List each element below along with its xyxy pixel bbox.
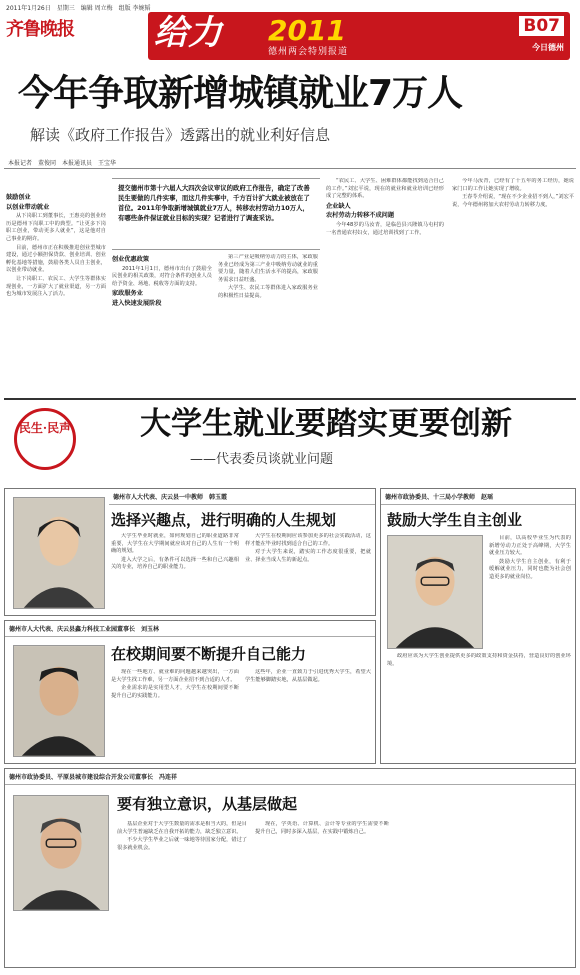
paragraph: 鼓励大学生自主创业，有利于缓解就业压力，同时也能为社会创造更多的就业岗位。 (489, 558, 571, 580)
interview-text (387, 653, 571, 759)
article-column-1 (6, 192, 106, 394)
paragraph: 今年马汝青，已经有了十五年的务工经历，她说家门口的工作让她实现了增收。 (452, 178, 574, 192)
interview-text (255, 821, 389, 961)
subhead: 以创业带动就业 (6, 203, 50, 211)
paragraph: “农民工、大学生、困难群体都能找到适合自己的工作。”刘宏平说，现在的就业和就业培训已经形成了完整的体系。 (326, 178, 444, 200)
masthead-logo: 齐鲁晚报 (6, 19, 74, 40)
interview-title: 鼓励大学生自主创业 (387, 511, 523, 529)
section-subhead: ——代表委员谈就业问题 (190, 452, 334, 467)
main-subhead: 解读《政府工作报告》透露出的就业利好信息 (30, 126, 331, 144)
subhead: 鼓励创业 (6, 194, 31, 201)
interview-text (245, 533, 371, 613)
portrait-photo (13, 795, 109, 911)
interview-box-4 (4, 768, 576, 968)
paragraph: 让下岗职工、农民工、大学生等群体实现创业，一方面扩大了就业渠道，另一方面也为城市发展注入了活力。 (6, 275, 106, 298)
paragraph: 企业需求的是实用型人才，大学生在校期间要不断提升自己的实践能力。 (111, 685, 239, 699)
subhead: 创业优惠政策 (112, 256, 150, 263)
portrait-photo (13, 645, 105, 757)
paragraph: 对于大学生来说，踏实的工作态度很重要，把就业、择业当成人生的新起点。 (245, 549, 371, 563)
seal-logo: 民生·民声 (14, 408, 76, 470)
subhead: 进入快速发展阶段 (112, 299, 162, 307)
divider (4, 168, 576, 169)
interview-text (111, 669, 239, 759)
subhead: 家政服务业 (112, 290, 143, 298)
banner-word: 给力 (154, 13, 222, 53)
interview-title: 在校期间要不断提升自己能力 (111, 645, 307, 663)
subhead: 企业缺人 (326, 202, 351, 210)
article-column-4 (326, 178, 444, 394)
paragraph: 大学生、农民工等群体进入家政服务业的积极性日益提高。 (218, 285, 318, 299)
paragraph: 王春苓介绍说，“现在不少企业招不到人，”刘宏平说，今年德州将加大农村劳动力转移力度。 (452, 194, 574, 208)
paragraph: 2011年1月1日，德州市出台了鼓励全民创业的相关政策，对符合条件的创业人员给予资金、场地、税收等方面的支持。 (112, 265, 212, 287)
byline: 本报记者 董俊同 本报通讯员 王宝华 (8, 160, 117, 167)
interview-title: 要有独立意识，从基层做起 (117, 795, 298, 813)
article-column-5 (452, 178, 574, 394)
portrait-photo (387, 535, 483, 649)
banner (148, 12, 570, 60)
section-tag: 今日德州 (532, 43, 564, 52)
paragraph: 现在，学英语、计算机、会计等专业的学生需要不断提升自己，同时多深入基层，在实践中锻炼自己。 (255, 821, 389, 835)
banner-subtitle: 德州两会特别报道 (268, 47, 349, 57)
speaker-credit: 德州市人大代表、庆云县一中教师 韩玉霞 (109, 489, 375, 505)
interview-title: 选择兴趣点，进行明确的人生规划 (111, 511, 337, 529)
portrait-photo (13, 497, 105, 609)
paragraph: 大学生毕业时就业，如何规划自己的职业道路非常重要，大学生在大学期间就应该对自己的人生有一个明确的规划。 (111, 533, 239, 555)
interview-text (489, 535, 571, 649)
page-number: B07 (519, 16, 564, 36)
section-headline: 大学生就业要踏实更要创新 (140, 406, 512, 442)
paragraph: 政府应该为大学生创业提供更多的政策支持和资金扶持，营造良好的创业环境。 (387, 653, 571, 667)
paragraph: 大学生在校期间应该参加更多的社会实践活动，这样才能在毕业时找到适合自己的工作。 (245, 533, 371, 547)
article-column-3 (218, 254, 318, 394)
article-column-2 (112, 254, 212, 394)
paragraph: 目前，以高校毕业生为代表的新增劳动力正处于高峰期，大学生就业压力较大。 (489, 535, 571, 557)
dateline: 2011年1月26日 星期三 编辑 周立梅 组版 李婉韬 (6, 5, 151, 12)
paragraph: 进入大学之后，有条件可以选择一些和自己兴趣相关的专业，培养自己的职业能力。 (111, 556, 239, 571)
paragraph: 今年48岁的马汝青，是临邑县兴隆镇马屯村的一名普通农村妇女，通过培训找到了工作。 (326, 221, 444, 236)
interview-box-2 (380, 488, 576, 764)
interview-box-3 (4, 620, 376, 764)
interview-box-1 (4, 488, 376, 616)
divider (4, 398, 576, 400)
paragraph: 第三产业是吸纳劳动力的主体，家政服务业已经成为第三产业中吸纳劳动就业的重要力量，随着人们生活水平的提高，家政服务需求日益旺盛。 (218, 254, 318, 283)
speaker-credit: 德州市政协委员、十三局小学教师 赵瑶 (381, 489, 575, 505)
paragraph: 不少大学生毕业之后就一味地等待国家分配，错过了很多就业机会。 (117, 837, 247, 851)
paragraph: 目前，德州市正在积极推进创业型城市建设，通过小额担保贷款、创业培训、创业孵化基地等措施，鼓励各类人员自主创业，以创业带动就业。 (6, 244, 106, 274)
paragraph: 这些年，企业一直致力于引进优秀大学生，希望大学生能够脚踏实地，从基层做起。 (245, 669, 371, 683)
interview-text (245, 669, 371, 759)
interview-text (117, 821, 247, 961)
subhead: 农村劳动力转移不成问题 (326, 212, 395, 220)
paragraph: 基层企业对于大学生数量的需求是相当大的，但是目前大学生普遍缺乏在自我开拓的能力，缺乏独立意识。 (117, 821, 247, 835)
lead-paragraph: 提交德州市第十六届人大四次会议审议的政府工作报告，确定了改善民生要做的几件实事，而这几件实事中，千方百计扩大就业被放在了首位。2011年争取新增城镇就业7万人，转移农村劳动力10万人，有哪些条件保证就业目标的实现？记者进行了调查采访。 (112, 178, 320, 250)
speaker-credit: 德州市政协委员、平原县城市建设综合开发公司董事长 冯连祥 (5, 769, 575, 785)
paragraph: 现在一些地方、就业难的问题越来越突出，一方面是大学生找工作难，另一方面企业招不到合适的人才。 (111, 669, 239, 683)
interview-text (111, 533, 239, 613)
banner-year: 2011 (268, 14, 346, 47)
paragraph: 从下岗职工到董事长，王惠亮的创业经历是德州下岗职工中的典型。“让更多下岗职工创业，带动更多人就业”，这是他对自己事业的期许。 (6, 213, 106, 242)
speaker-credit: 德州市人大代表、庆云县鑫力科技工业园董事长 刘玉林 (5, 621, 375, 637)
main-headline: 今年争取新增城镇就业7万人 (18, 73, 463, 114)
